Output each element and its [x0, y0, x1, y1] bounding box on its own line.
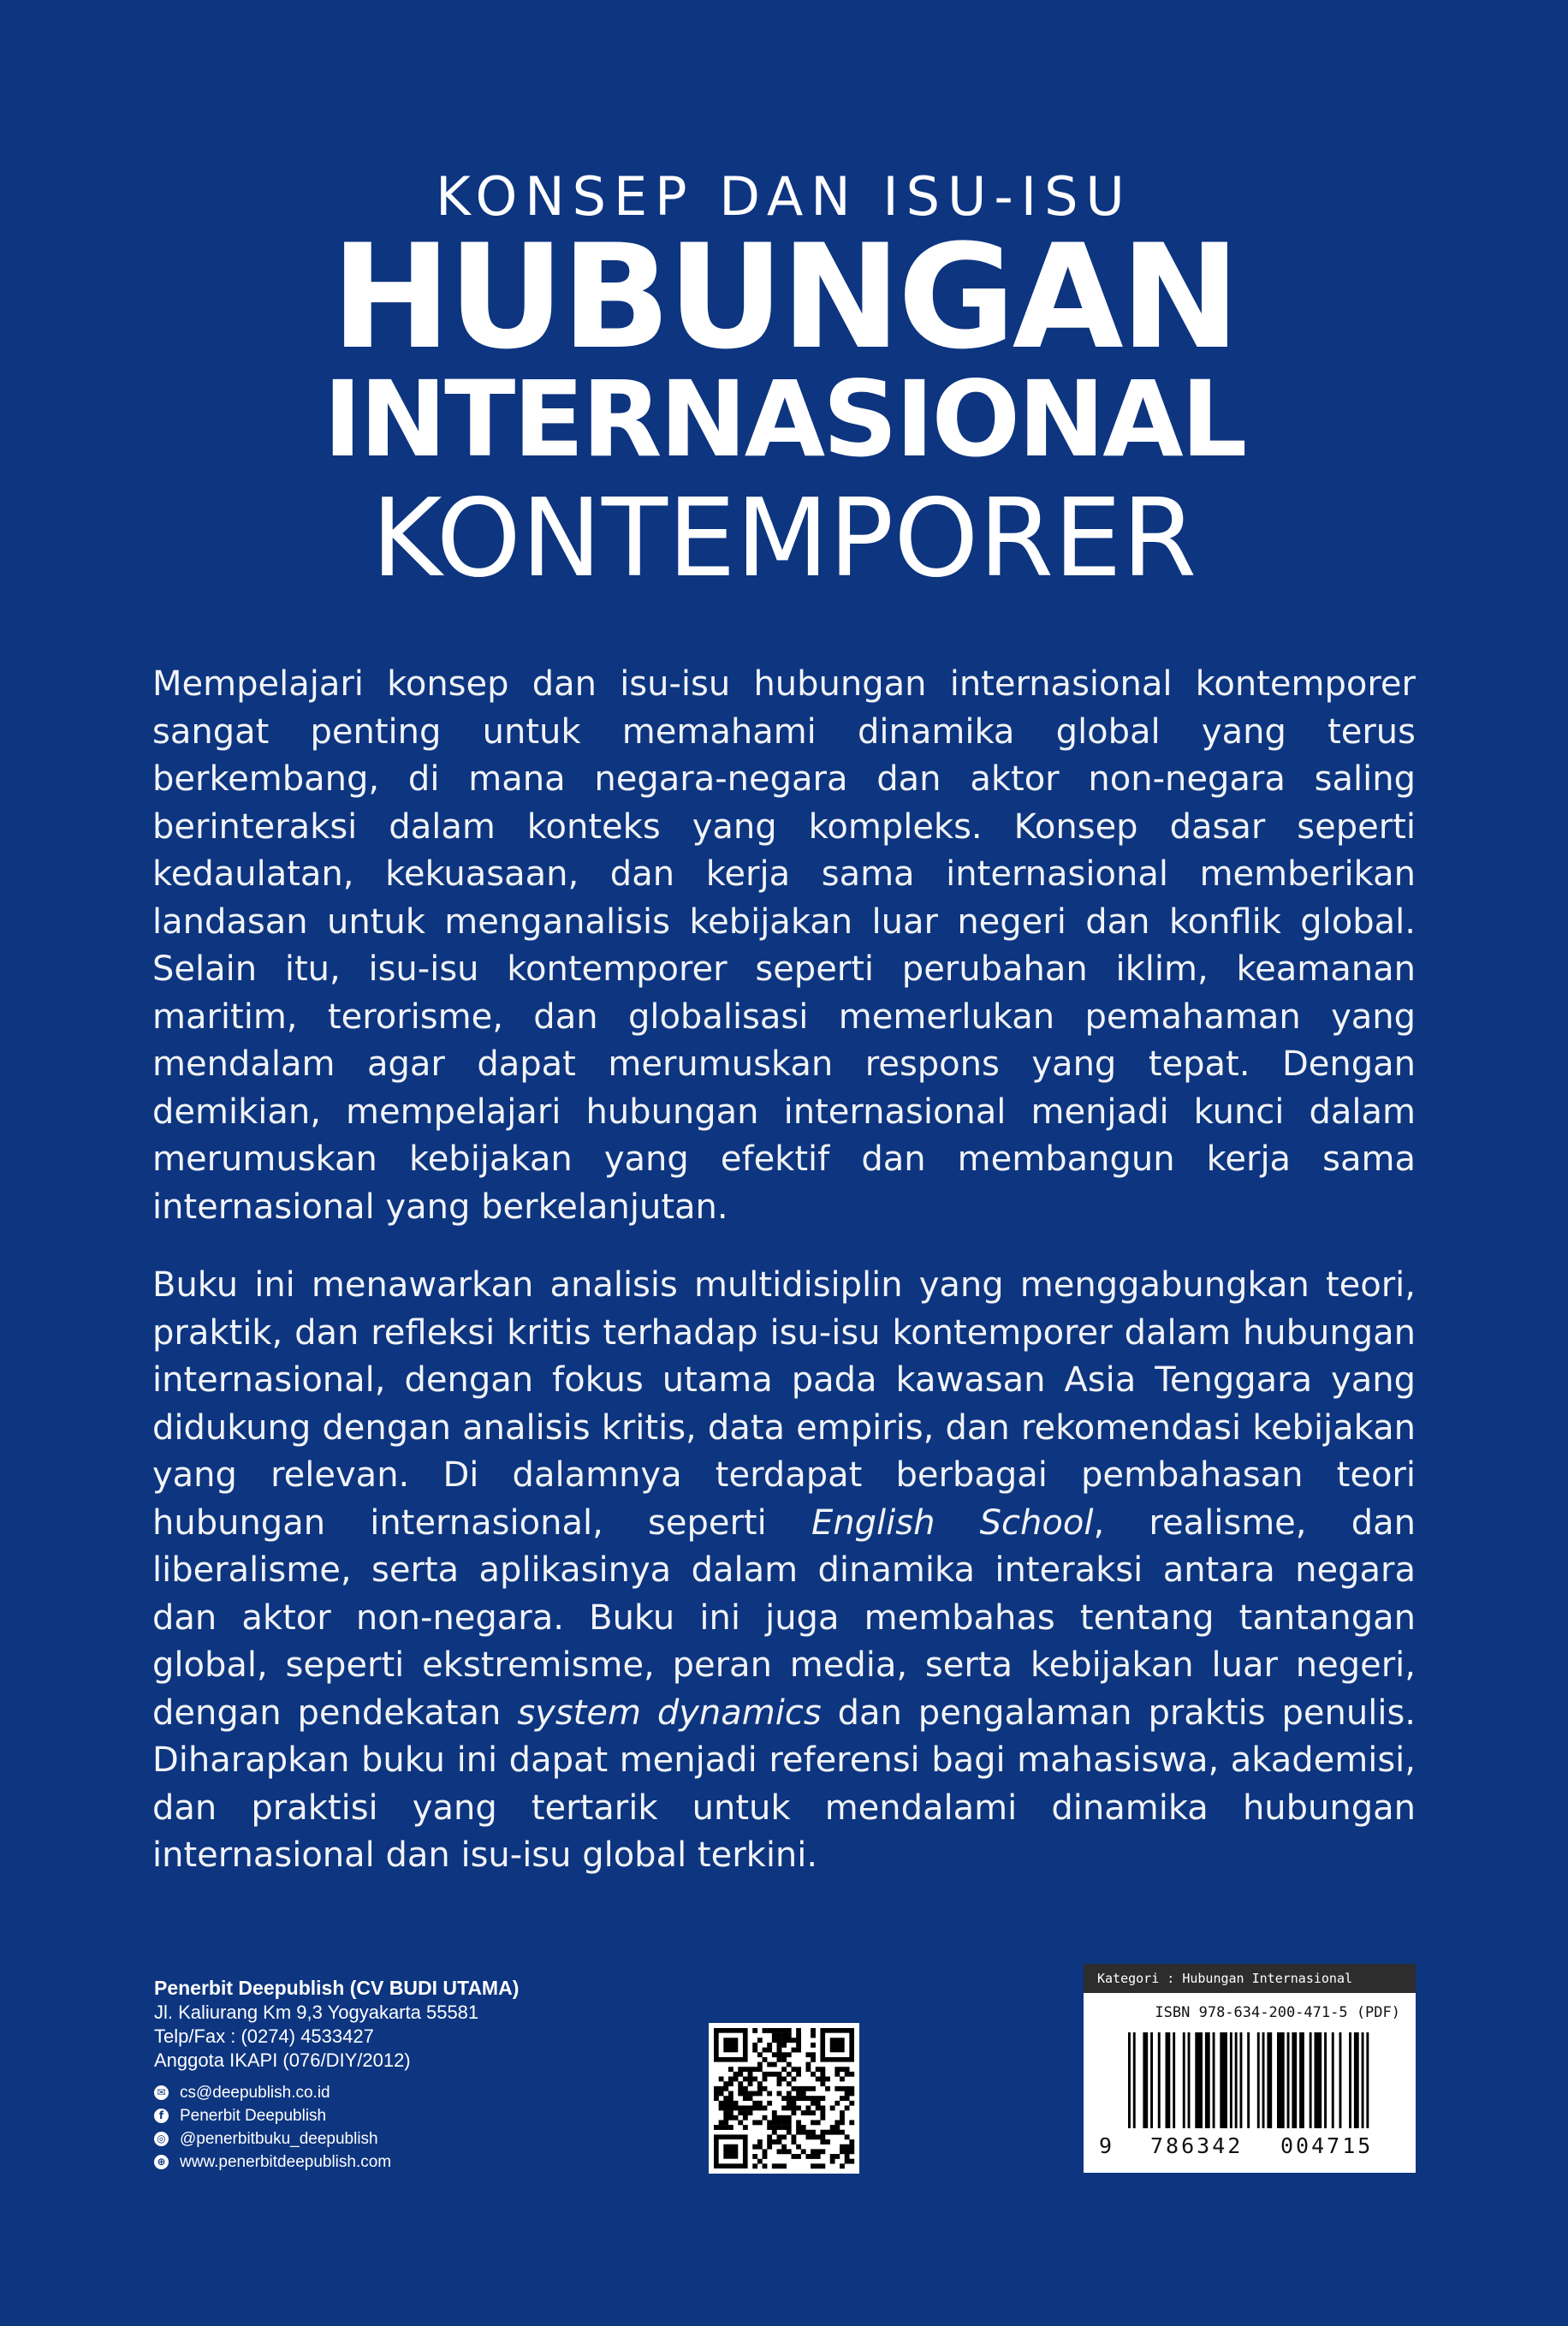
barcode-bar	[1257, 2032, 1260, 2128]
blurb-p2-italic-1: English School	[811, 1502, 1094, 1543]
barcode-bar	[1277, 2032, 1285, 2128]
email-icon: ✉	[154, 2085, 169, 2100]
blurb-paragraph-2	[152, 1262, 1416, 1880]
barcode-bar	[1166, 2032, 1171, 2128]
publisher-contacts	[154, 2081, 633, 2174]
barcode-bar	[1287, 2032, 1290, 2128]
category-label: Kategori : Hubungan Internasional	[1084, 1964, 1416, 1993]
barcode	[1128, 2032, 1376, 2135]
publisher-phone: Telp/Fax : (0274) 4533427	[154, 2026, 374, 2047]
barcode-bar	[1150, 2032, 1153, 2128]
barcode-bar	[1133, 2032, 1136, 2128]
barcode-digit-group-1: 786342	[1150, 2133, 1244, 2158]
blurb-p2-text-1: Buku ini menawarkan analisis multidisiplin yang menggabungkan teori, praktik, dan refleksi kritis terhadap isu-isu kontemporer dalam hubungan internasional, dengan fokus utama pada kawasan Asia Tenggara yang didukung dengan analisis kritis, data empiris, dan rekomendasi kebijakan yang relevan. Di dalamnya terdapat berbagai pembahasan teori hubungan internasional, seperti	[152, 1265, 1416, 1543]
barcode-bar	[1158, 2032, 1161, 2128]
barcode-bar	[1324, 2032, 1327, 2128]
publisher-name: Penerbit Deepublish (CV BUDI UTAMA)	[154, 1977, 520, 1999]
barcode-bar	[1230, 2032, 1232, 2128]
barcode-bar	[1188, 2032, 1191, 2128]
barcode-bar	[1220, 2032, 1227, 2128]
barcode-bar	[1267, 2032, 1272, 2128]
blurb	[152, 661, 1416, 1911]
contact-instagram	[154, 2127, 633, 2151]
qr-code	[709, 2023, 859, 2174]
isbn-box	[1084, 1964, 1416, 2173]
title-block	[0, 163, 1568, 599]
contact-email	[154, 2081, 633, 2104]
barcode-bar	[1240, 2032, 1243, 2128]
instagram-icon: ◎	[154, 2132, 169, 2146]
barcode-bar	[1310, 2032, 1312, 2128]
barcode-bar	[1128, 2032, 1131, 2128]
blurb-p2-text-2: , realisme, dan liberalisme, serta aplikasinya dalam dinamika interaksi antara negara dan aktor non-negara. Buku ini juga membahas tentang tantangan global, seperti ekstremisme, peran media, serta kebijakan luar negeri, dengan pendekatan	[152, 1502, 1416, 1733]
barcode-bar	[1173, 2032, 1175, 2128]
barcode-bar	[1362, 2032, 1364, 2128]
blurb-p2-italic-2: system dynamics	[517, 1692, 822, 1733]
contact-facebook-text: Penerbit Deepublish	[180, 2107, 327, 2125]
facebook-icon: f	[154, 2109, 169, 2123]
barcode-bar	[1292, 2032, 1297, 2128]
barcode-bar	[1143, 2032, 1148, 2128]
barcode-bar	[1332, 2032, 1334, 2128]
barcode-bar	[1205, 2032, 1210, 2128]
contact-website	[154, 2151, 633, 2174]
barcode-bar	[1262, 2032, 1265, 2128]
blurb-paragraph-1: Mempelajari konsep dan isu-isu hubungan internasional kontemporer sangat penting untuk memahami dinamika global yang terus berkembang, di mana negara-negara dan aktor non-negara saling berinteraksi dalam konteks yang kompleks. Konsep dasar seperti kedaulatan, kekuasaan, dan kerja sama internasional memberikan landasan untuk menganalisis kebijakan luar negeri dan konflik global. Selain itu, isu-isu kontemporer seperti perubahan iklim, keamanan maritim, terorisme, dan globalisasi memerlukan pemahaman yang mendalam agar dapat merumuskan respons yang tepat. Dengan demikian, mempelajari hubungan internasional menjadi kunci dalam merumuskan kebijakan yang efektif dan membangun kerja sama internasional yang berkelanjutan.	[152, 664, 1416, 1227]
isbn-number: ISBN 978-634-200-471-5 (PDF)	[1155, 2004, 1400, 2021]
blurb-p2-text-3: dan pengalaman praktis penulis. Diharapkan buku ini dapat menjadi referensi bagi mahasiswa, akademisi, dan praktisi yang tertarik untuk mendalami dinamika hubungan internasional dan isu-isu global terkini.	[152, 1692, 1416, 1875]
barcode-bar	[1183, 2032, 1185, 2128]
title-kicker: KONSEP DAN ISU-ISU	[436, 165, 1132, 228]
title-line-1: HUBUNGAN	[330, 213, 1238, 381]
contact-website-text: www.penerbitdeepublish.com	[180, 2153, 392, 2171]
barcode-bar	[1235, 2032, 1238, 2128]
publisher-membership: Anggota IKAPI (076/DIY/2012)	[154, 2049, 411, 2071]
barcode-bar	[1213, 2032, 1215, 2128]
contact-instagram-text: @penerbitbuku_deepublish	[180, 2130, 378, 2148]
barcode-bar	[1315, 2032, 1322, 2128]
barcode-bar	[1339, 2032, 1342, 2128]
title-line-3: KONTEMPORER	[371, 475, 1197, 601]
barcode-digit-first: 9	[1099, 2133, 1113, 2158]
title-line-2: INTERNASIONAL	[323, 359, 1245, 480]
barcode-bar	[1354, 2032, 1359, 2128]
web-icon: ⊕	[154, 2155, 169, 2169]
qr-code-graphic	[709, 2023, 859, 2174]
barcode-bar	[1299, 2032, 1304, 2128]
barcode-bar	[1247, 2032, 1250, 2128]
contact-facebook	[154, 2104, 633, 2127]
contact-email-text: cs@deepublish.co.id	[180, 2084, 330, 2102]
barcode-bar	[1195, 2032, 1203, 2128]
publisher-address: Jl. Kaliurang Km 9,3 Yogyakarta 55581	[154, 2002, 479, 2023]
publisher-info	[154, 1976, 633, 2174]
barcode-bar	[1366, 2032, 1369, 2128]
barcode-bar	[1349, 2032, 1351, 2128]
barcode-digit-group-2: 004715	[1280, 2133, 1374, 2158]
